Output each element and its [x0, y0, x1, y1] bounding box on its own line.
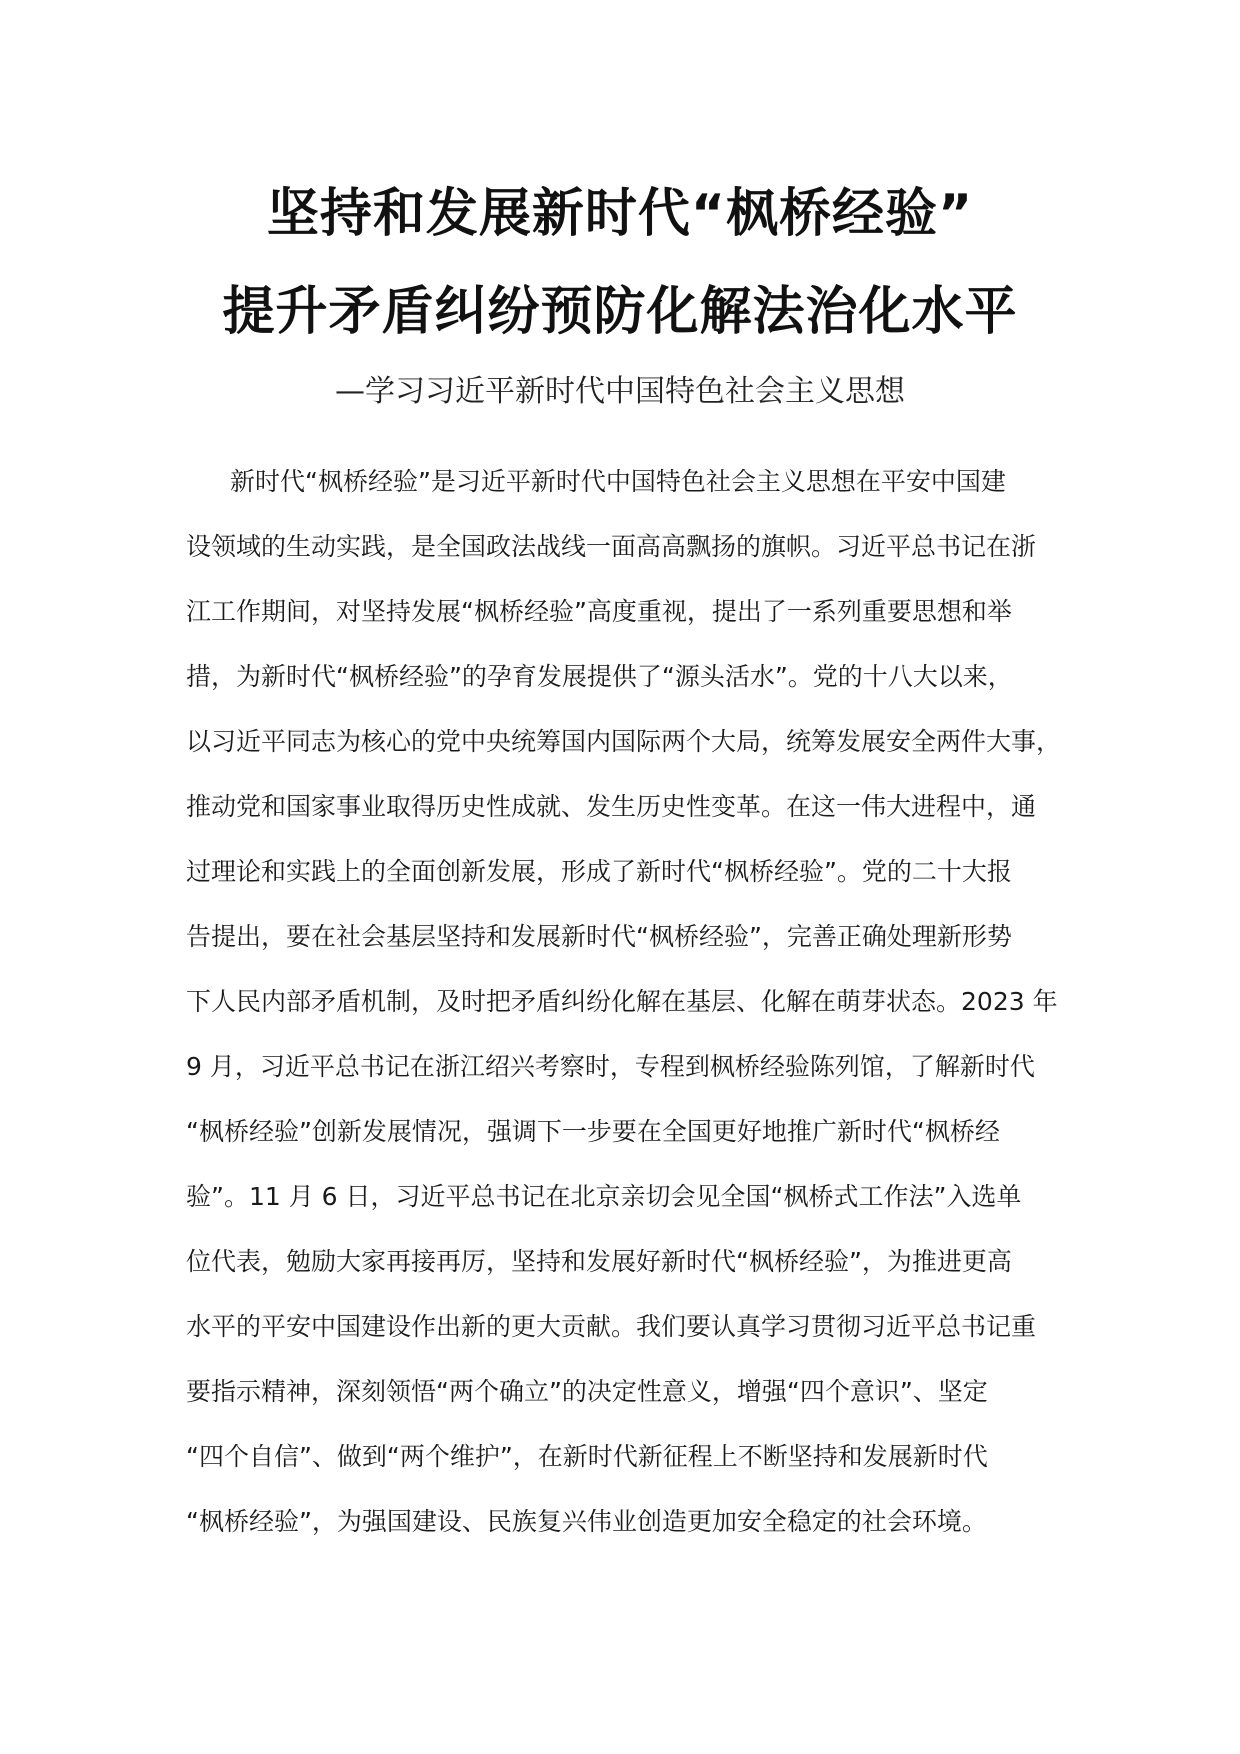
- paragraph-line: “枫桥经验”创新发展情况，强调下一步要在全国更好地推广新时代“枫桥经: [186, 1117, 1000, 1146]
- paragraph-line: 下人民内部矛盾机制，及时把矛盾纠纷化解在基层、化解在萌芽状态。2023 年: [186, 987, 1058, 1016]
- paragraph-line: 9 月，习近平总书记在浙江绍兴考察时，专程到枫桥经验陈列馆，了解新时代: [186, 1052, 1035, 1081]
- paragraph-line: 要指示精神，深刻领悟“两个确立”的决定性意义，增强“四个意识”、坚定: [186, 1377, 988, 1406]
- paragraph-line: “四个自信”、做到“两个维护”，在新时代新征程上不断坚持和发展新时代: [186, 1442, 988, 1471]
- paragraph-line: 新时代“枫桥经验”是习近平新时代中国特色社会主义思想在平安中国建: [230, 467, 1006, 496]
- paragraph-line: 过理论和实践上的全面创新发展，形成了新时代“枫桥经验”。党的二十大报: [186, 857, 1012, 886]
- document-title-line-2: 提升矛盾纠纷预防化解法治化水平: [222, 282, 1018, 342]
- paragraph-line: 以习近平同志为核心的党中央统筹国内国际两个大局，统筹发展安全两件大事，: [186, 727, 1062, 756]
- paragraph-line: 江工作期间，对坚持发展“枫桥经验”高度重视，提出了一系列重要思想和举: [186, 597, 1012, 626]
- paragraph-line: “枫桥经验”，为强国建设、民族复兴伟业创造更加安全稳定的社会环境。: [186, 1507, 987, 1536]
- paragraph-line: 验”。11 月 6 日，习近平总书记在北京亲切会见全国“枫桥式工作法”入选单: [186, 1182, 1022, 1211]
- paragraph-line: 措，为新时代“枫桥经验”的孕育发展提供了“源头活水”。党的十八大以来，: [186, 662, 1013, 691]
- paragraph-line: 设领域的生动实践，是全国政法战线一面高高飘扬的旗帜。习近平总书记在浙: [186, 532, 1037, 561]
- body-paragraph: [186, 455, 1066, 1560]
- paragraph-line: 告提出，要在社会基层坚持和发展新时代“枫桥经验”，完善正确处理新形势: [186, 922, 1012, 951]
- paragraph-line: 位代表，勉励大家再接再厉，坚持和发展好新时代“枫桥经验”，为推进更高: [186, 1247, 1012, 1276]
- paragraph-line: 推动党和国家事业取得历史性成就、发生历史性变革。在这一伟大进程中，通: [186, 792, 1037, 821]
- document-subtitle: —学习习近平新时代中国特色社会主义思想: [335, 374, 905, 409]
- document-title-line-1: 坚持和发展新时代“枫桥经验”: [266, 184, 974, 244]
- paragraph-line: 水平的平安中国建设作出新的更大贡献。我们要认真学习贯彻习近平总书记重: [186, 1312, 1037, 1341]
